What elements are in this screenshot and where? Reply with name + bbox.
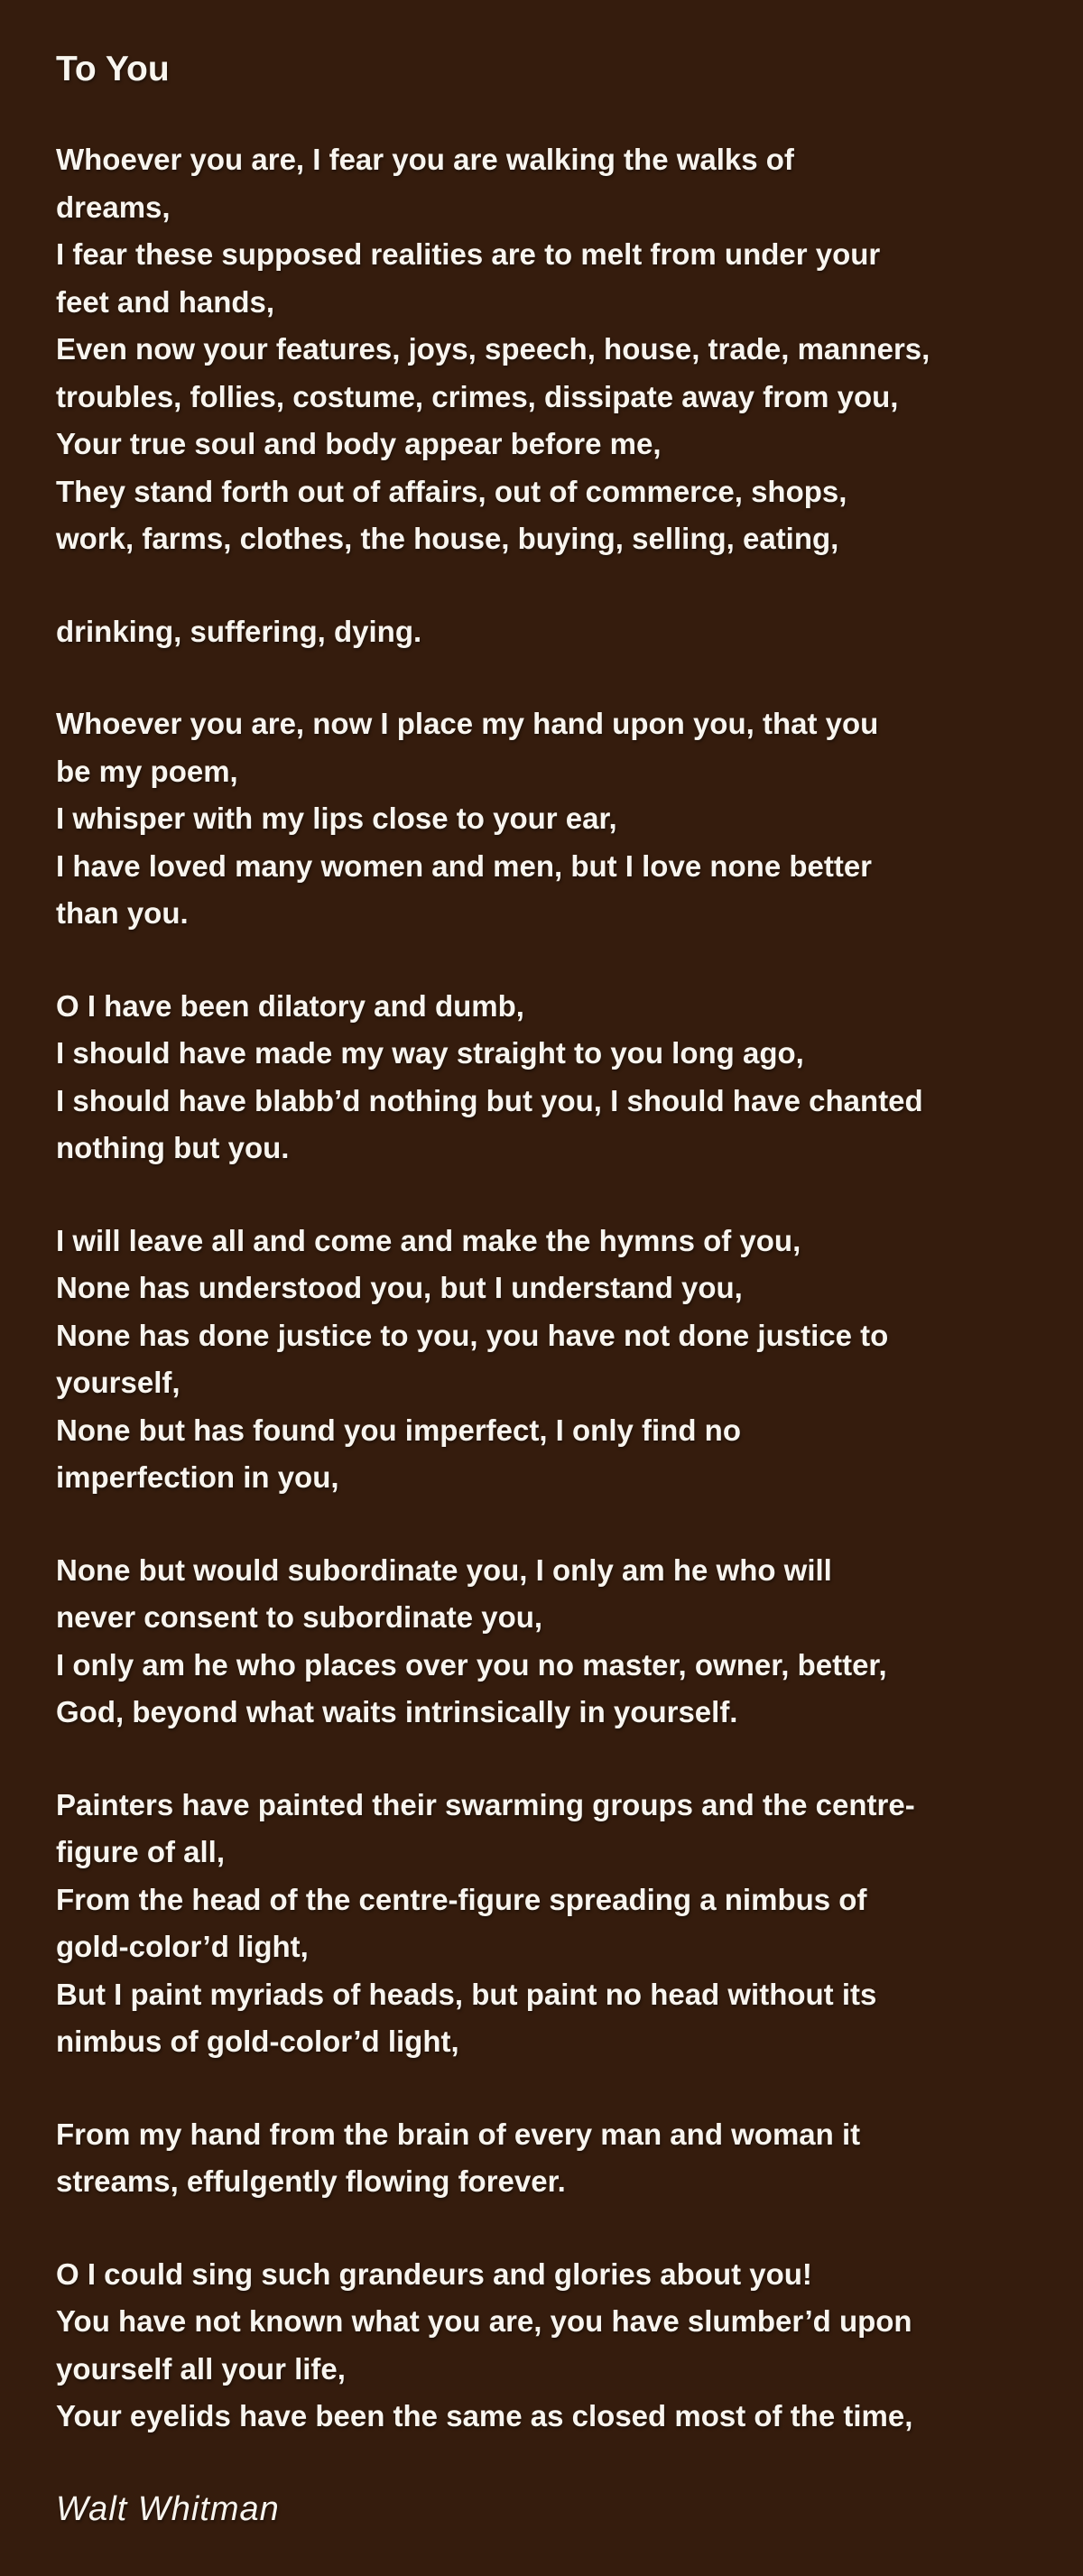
poem-line: figure of all,	[56, 1835, 226, 1868]
poem-line: dreams,	[56, 190, 171, 224]
poem-line: nothing but you.	[56, 1131, 290, 1164]
poem-line: O I could sing such grandeurs and glories about you!	[56, 2256, 812, 2291]
poem-line: None has done justice to you, you have not done justice to	[56, 1318, 889, 1352]
poem-line: imperfection in you,	[56, 1460, 339, 1494]
poet-signature: Walt Whitman	[56, 2489, 280, 2528]
poem-line: God, beyond what waits intrinsically in yourself.	[56, 1695, 738, 1728]
stanza	[56, 608, 1058, 656]
poem-line: troubles, follies, costume, crimes, dissipate away from you,	[56, 379, 899, 413]
poem-line: I whisper with my lips close to your ear,	[56, 802, 617, 835]
poem-line: O I have been dilatory and dumb,	[56, 988, 524, 1023]
stanza	[56, 983, 1058, 1172]
poem-line: nimbus of gold-color’d light,	[56, 2025, 459, 2058]
poem-line: None but would subordinate you, I only am he who will	[56, 1552, 832, 1587]
poem-line: Whoever you are, I fear you are walking the walks of	[56, 143, 794, 176]
poem-line: Your eyelids have been the same as closed most of the time,	[56, 2399, 913, 2432]
poem-line: I should have blabb’d nothing but you, I should have chanted	[56, 1083, 923, 1117]
poem-line: From my hand from the brain of every man and woman it	[56, 2117, 861, 2151]
poem-line: streams, effulgently flowing forever.	[56, 2164, 566, 2198]
poem-line: be my poem,	[56, 754, 238, 788]
stanza	[56, 1782, 1058, 2066]
poem-line: From the head of the centre-figure spreading a nimbus of	[56, 1882, 867, 1916]
stanza	[56, 700, 1058, 938]
poem-line: work, farms, clothes, the house, buying, selling, eating,	[56, 522, 839, 555]
poem-line: I only am he who places over you no master, owner, better,	[56, 1647, 887, 1682]
poem-line: never consent to subordinate you,	[56, 1600, 543, 1634]
poem-line: I fear these supposed realities are to melt from under your	[56, 237, 881, 271]
poem	[56, 136, 1058, 2441]
poem-line: I have loved many women and men, but I love none better	[56, 848, 873, 883]
poem-line: yourself all your life,	[56, 2351, 346, 2386]
poem-line: But I paint myriads of heads, but paint no head without its	[56, 1977, 877, 2011]
poem-title: To You	[56, 50, 170, 88]
poem-line: gold-color’d light,	[56, 1930, 309, 1963]
poem-line: Painters have painted their swarming groups and the centre-	[56, 1787, 915, 1821]
poem-line: You have not known what you are, you have slumber’d upon	[56, 2304, 912, 2338]
poem-line: yourself,	[56, 1366, 180, 1399]
poem-line: I should have made my way straight to you long ago,	[56, 1036, 804, 1070]
stanza	[56, 2251, 1058, 2441]
poem-content	[56, 0, 1058, 2533]
poem-line: feet and hands,	[56, 284, 275, 319]
poem-line: drinking, suffering, dying.	[56, 614, 422, 648]
poem-line: None but has found you imperfect, I only find no	[56, 1413, 741, 1447]
poem-line: than you.	[56, 896, 189, 930]
poem-line: Whoever you are, now I place my hand upon you, that you	[56, 707, 879, 740]
poem-line: I will leave all and come and make the hymns of you,	[56, 1223, 801, 1257]
poem-line: None has understood you, but I understand you,	[56, 1271, 743, 1304]
poem-line: Your true soul and body appear before me,	[56, 427, 662, 460]
stanza	[56, 1547, 1058, 1737]
stanza	[56, 1218, 1058, 1502]
poem-line: They stand forth out of affairs, out of commerce, shops,	[56, 474, 847, 508]
stanza	[56, 136, 1058, 563]
poem-line: Even now your features, joys, speech, house, trade, manners,	[56, 332, 930, 366]
stanza	[56, 2111, 1058, 2206]
